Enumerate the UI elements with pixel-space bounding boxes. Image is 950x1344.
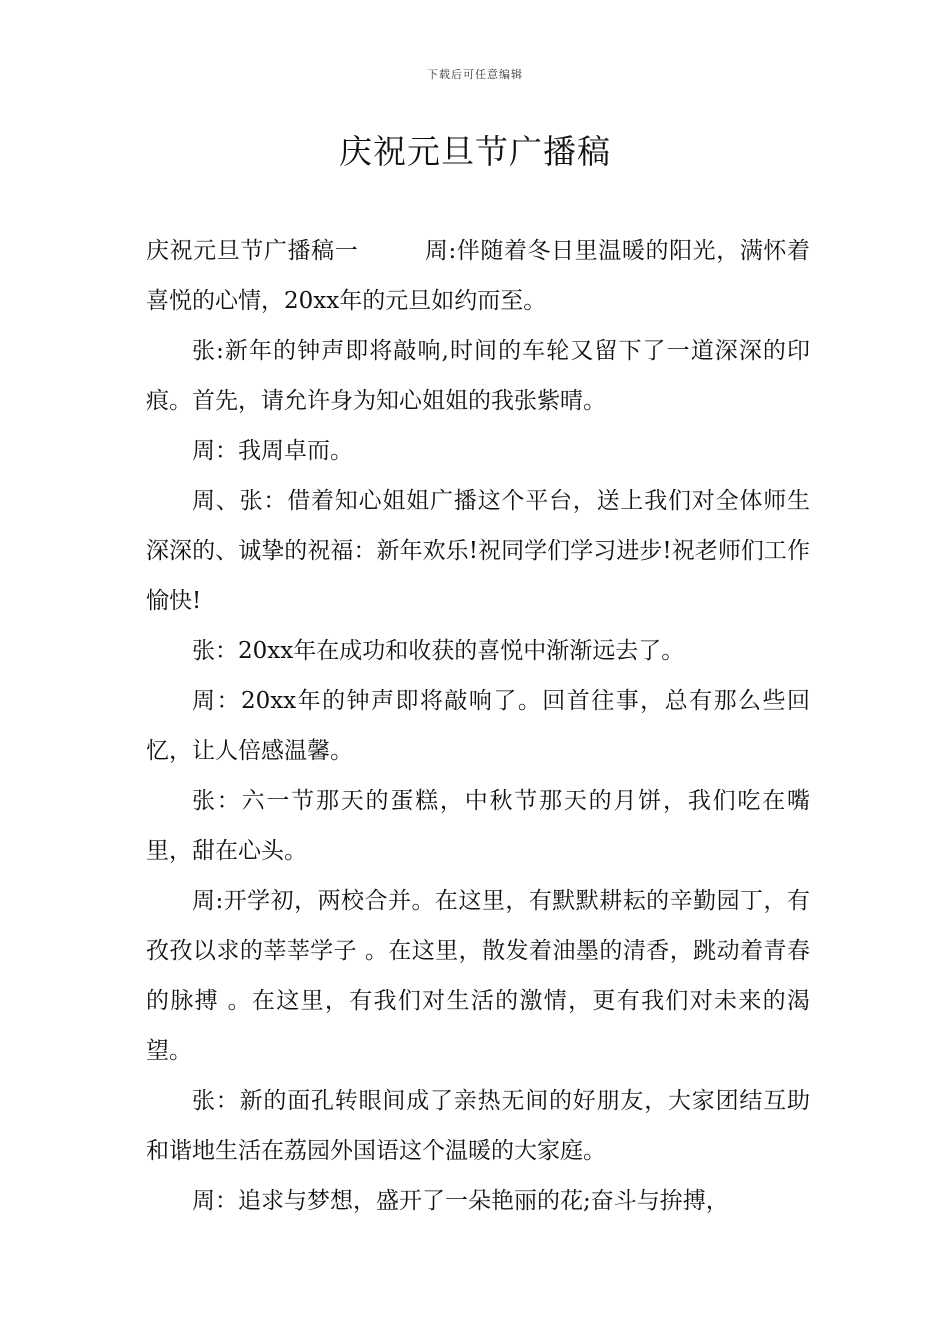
intro-paragraph (146, 226, 810, 326)
intro-text: 周:伴随着冬日里温暖的阳光，满怀着喜悦的心情，20xx年的元旦如约而至。 (146, 238, 811, 314)
paragraph: 张：20xx年在成功和收获的喜悦中渐渐远去了。 (192, 638, 685, 664)
document-title: 庆祝元旦节广播稿 (339, 132, 611, 171)
paragraph: 周：我周卓而。 (192, 438, 353, 464)
paragraph: 张:新年的钟声即将敲响,时间的车轮又留下了一道深深的印痕。首先，请允许身为知心姐姐的我张紫晴。 (146, 338, 810, 414)
paragraph: 周：20xx年的钟声即将敲响了。回首往事，总有那么些回忆，让人倍感温馨。 (146, 688, 810, 764)
paragraph: 周：追求与梦想，盛开了一朵艳丽的花;奋斗与拚搏， (192, 1188, 729, 1214)
paragraph: 周:开学初，两校合并。在这里，有默默耕耘的辛勤园丁，有孜孜以求的莘莘学子 。在这里，散发着油墨的清香，跳动着青春的脉搏 。在这里，有我们对生活的激情，更有我们对未来的渴望。 (146, 888, 810, 1064)
paragraph: 张：六一节那天的蛋糕，中秋节那天的月饼，我们吃在嘴里，甜在心头。 (146, 788, 810, 864)
intro-heading: 庆祝元旦节广播稿一 (146, 238, 359, 264)
header-note: 下载后可任意编辑 (427, 68, 523, 81)
paragraph: 周、张：借着知心姐姐广播这个平台，送上我们对全体师生深深的、诚挚的祝福：新年欢乐!祝同学们学习进步!祝老师们工作 愉快! (146, 488, 810, 614)
document-body (146, 226, 810, 1226)
paragraph: 张：新的面孔转眼间成了亲热无间的好朋友，大家团结互助和谐地生活在荔园外国语这个温暖的大家庭。 (146, 1088, 810, 1164)
